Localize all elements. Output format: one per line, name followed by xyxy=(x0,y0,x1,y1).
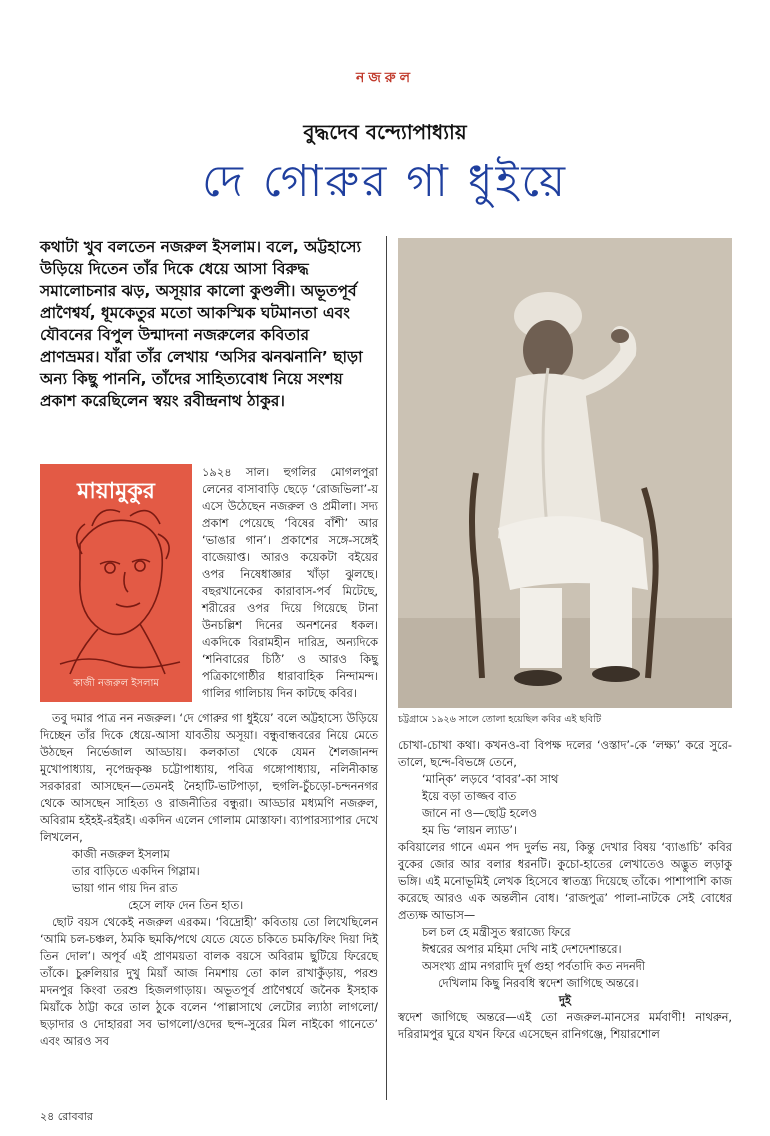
verse-line: চল চল হে মন্ত্রীসুত স্বরাজ্যে ফিরে xyxy=(422,925,571,939)
verse-line: ঈশ্বরের অপার মহিমা দেখি নাই দেশদেশান্তরে। xyxy=(422,942,622,956)
body-column-2 xyxy=(40,710,378,1050)
seated-poet-portrait-icon xyxy=(398,238,732,708)
verse-line: ইয়ে বড়া তাজ্জব বাত xyxy=(422,789,517,803)
poet-photo xyxy=(398,238,732,708)
verse-line: কাজী নজরুল ইসলাম xyxy=(72,847,170,861)
body-column-3 xyxy=(398,737,732,1043)
lead-text: কথাটা খুব বলতেন নজরুল ইসলাম। বলে, অট্টহাস্যে উড়িয়ে দিতেন তাঁর দিকে ধেয়ে আসা বিরুদ্ধ সমালোচনার ঝড়, অসূয়ার কালো কুণ্ডলী। অভূতপূর্ব প্রাণৈশ্বর্য, ধূমকেতুর মতো আকস্মিক ঘটমানতা এবং যৌবনের বিপুল উন্মাদনা নজরুলের কবিতার প্রাণভ্রমর। যাঁরা তাঁর লেখায় ‘অসির ঝনঝনানি’ ছাড়া অন্য কিছু পাননি, তাঁদের সাহিত্যবোধ নিয়ে সংশয় প্রকাশ করেছিলেন স্বয়ং রবীন্দ্রনাথ ঠাকুর। xyxy=(40,238,363,410)
book-cover-title: মায়ামুকুর xyxy=(77,479,155,504)
verse-line: অসংখ্য গ্রাম নগরাদি দুর্গ গুহা পর্বতাদি কত নদনদী xyxy=(422,959,645,973)
lead-paragraph xyxy=(40,236,372,412)
verse-line: তার বাড়িতে একদিন গিস্লাম। xyxy=(72,864,200,878)
verse-line: জানে না ও—ছোট্ট হলেও xyxy=(422,806,538,820)
body-paragraph: ছোট বয়স থেকেই নজরুল এরকম। ‘বিদ্রোহী’ কবিতায় তো লিখেছিলেন ‘আমি চল-চঞ্চল, ঠমকি ছমকি/পথে যেতে যেতে চকিতে চমকি/ফিং দিয়া দিই তিন দোল’। অপূর্ব এই প্রাণময়তা বালক বয়সে অবিরাম ছুটিয়ে ফিরেছে তাঁকে। চুরুলিয়ার দুখু মিয়াঁ আজ নিমশায় তো কাল রাখাকুঁড়ায়, পরশু মদনপুর কিংবা তরশু হিজলগাড়ায়। অভূতপূর্ব প্রাণৈশ্বর্যে জনৈক ইসহাক মিয়াঁকে ঠাট্টা করে তাল ঠুকে বলেন ‘পাল্লাসাথে লেটোর ল্যাঠা লাগলো/ছড়াদার ও দোহাররা সব ভাগলো/ওদের ছন্দ-সুরের মিল নাইকো গানেতে’ এবং আরও সব xyxy=(40,915,378,1048)
section-label: নজরুল xyxy=(355,70,415,86)
page-footer: ২৪ রোববার xyxy=(40,1110,93,1123)
body-paragraph: ১৯২৪ সাল। হুগলির মোগলপুরা লেনের বাসাবাড়ি ছেড়ে ‘রোজভিলা’-য় এসে উঠেছেন নজরুল ও প্রমীলা। সদ্য প্রকাশ পেয়েছে ‘বিষের বাঁশী’ আর ‘ভাঙার গান’। প্রকাশের সঙ্গে-সঙ্গেই বাজেয়াপ্ত। আরও কয়েকটা বইয়ের ওপর নিষেধাজ্ঞার খাঁড়া ঝুলছে। বছরখানেকের কারাবাস-পর্ব মিটেছে, শরীরের ওপর দিয়ে গিয়েছে টানা উনচল্লিশ দিনের অনশনের ধকল। একদিকে বিরামহীন দারিদ্র, অন্যদিকে ‘শনিবারের চিঠি’ ও আরও কিছু পত্রিকাগোষ্ঠীর ধারাবাহিক নিন্দামন্দ। গালির গালিচায় দিন কাটছে কবির। xyxy=(202,465,378,700)
body-paragraph: কবিয়ালের গানে এমন পদ দুর্লভ নয়, কিন্তু দেখার বিষয় ‘ব্যাঙাচি’ কবির বুকের জোর আর বলার ধরনটি। কুচো-হাতের লেখাতেও অদ্ভুত লড়াকু ভঙ্গি। এই মনোভূমিই লেখক হিসেবে স্বাতন্ত্র্য দিয়েছে তাঁকে। পাশাপাশি কাজ করেছে আরও এক অন্তলীন বোধ। ‘রাজপুত্র’ পালা-নাটকে সেই বোধের প্রত্যক্ষ আভাস— xyxy=(398,840,732,922)
book-cover-author: কাজী নজরুল ইসলাম xyxy=(73,678,159,689)
body-paragraph: তবু দমার পাত্র নন নজরুল। ‘দে গোরুর গা ধুইয়ে’ বলে অট্টহাস্যে উড়িয়ে দিচ্ছেন তাঁর দিকে ধেয়ে-আসা যাবতীয় অসূয়া। বন্ধুবান্ধবরের নিয়ে মেতে উঠছেন নির্ভেজাল আড্ডায়। কলকাতা থেকে যেমন শৈলজানন্দ মুখোপাধ্যায়, নৃপেন্দ্রকৃষ্ণ চট্টোপাধ্যায়, পবিত্র গঙ্গোপাধ্যায়, নলিনীকান্ত সরকাররা আসছেন—তেমনই নৈহাটি-ভাটপাড়া, হুগলি-চুঁচড়ো-চন্দননগর থেকে আসছেন সাহিত্য ও রাজনীতির বন্ধুরা। আড্ডার মধ্যমণি নজরুল, অবিরাম হইহই-রইরই। একদিন এলেন গোলাম মোস্তাফা। ব্যাপারস্যাপার দেখে লিখলেন, xyxy=(40,711,378,844)
column-divider xyxy=(386,236,387,1100)
book-cover-image xyxy=(40,464,192,702)
verse-line: ভায়া গান গায় দিন রাত xyxy=(72,881,178,895)
verse-line: হেসে লাফ দেন তিন হাত। xyxy=(128,898,244,912)
verse-line: ‘মান্কি’ লড়বে ‘বাবর’-কা সাথ xyxy=(422,772,559,786)
section-heading: দুই xyxy=(559,993,571,1007)
verse-line: দেখিলাম কিছু নিরবধি স্বদেশ জাগিছে অন্তরে। xyxy=(438,976,639,990)
body-paragraph: চোখা-চোখা কথা। কখনও-বা বিপক্ষ দলের ‘ওস্তাদ’-কে ‘লক্ষ্য’ করে সুরে-তালে, ছন্দে-বিভঙ্গে তেনে, xyxy=(398,738,732,769)
article-title: দে গোরুর গা ধুইয়ে xyxy=(201,156,569,207)
photo-caption: চট্টগ্রামে ১৯২৬ সালে তোলা হয়েছিল কবির এই ছবিটি xyxy=(398,714,602,725)
author-byline: বুদ্ধদেব বন্দ্যোপাধ্যায় xyxy=(303,120,467,144)
verse-line: হম ভি ‘লায়ন ল্যাড’। xyxy=(422,823,518,837)
body-paragraph: স্বদেশ জাগিছে অন্তরে—এই তো নজরুল-মানসের মর্মবাণী! নাথরুন, দরিরামপুর ঘুরে যখন ফিরে এসেছেন রানিগঞ্জে, শিয়ারশোল xyxy=(398,1010,732,1041)
body-column-1 xyxy=(202,464,378,702)
